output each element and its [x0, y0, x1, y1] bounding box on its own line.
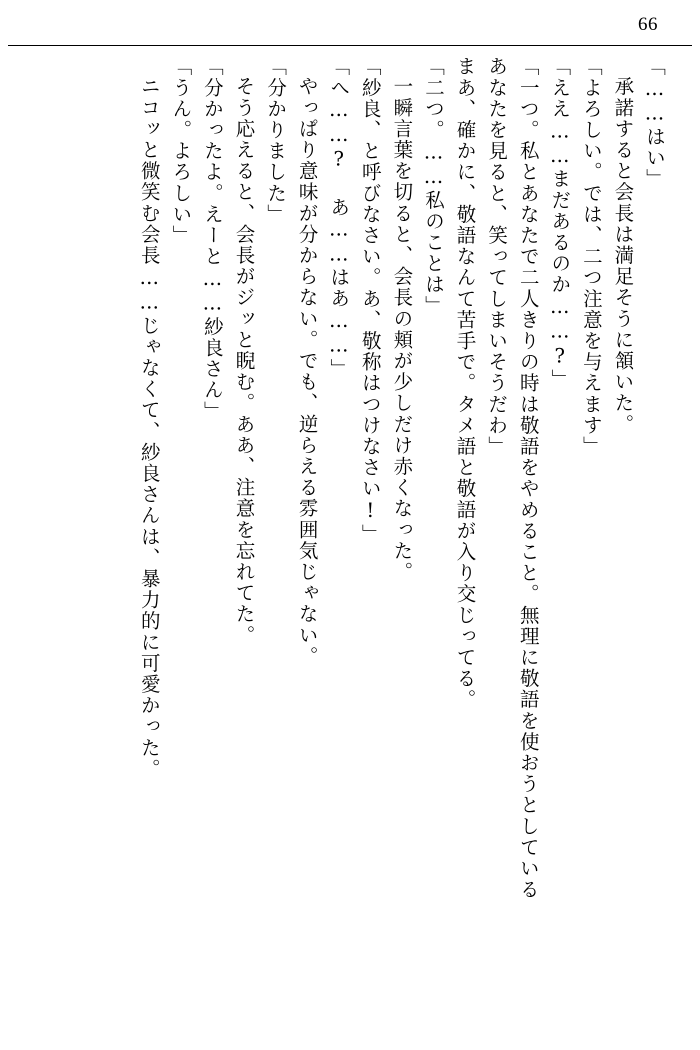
- paragraph: まあ、確かに、敬語なんて苦手で。タメ語と敬語が入り交じってる。: [453, 56, 477, 711]
- paragraph: 「分かったよ。えーと……紗良さん」: [200, 56, 224, 422]
- paragraph: 「紗良、と呼びなさい。あ、敬称はつけなさい!」: [358, 56, 382, 545]
- vertical-text-body: [18, 56, 670, 1036]
- paragraph: 「ええ……まだあるのか……?」: [548, 56, 572, 390]
- paragraph: あなたを見ると、笑ってしまいそうだわ」: [485, 56, 509, 457]
- header-divider: [8, 45, 692, 46]
- paragraph: 「よろしい。では、二つ注意を与えます」: [579, 56, 603, 457]
- paragraph: 「一つ。私とあなたで二人きりの時は敬語をやめること。無理に敬語を使おうとしている: [516, 56, 540, 900]
- paragraph: 一瞬言葉を切ると、会長の頬が少しだけ赤くなった。: [390, 75, 414, 582]
- paragraph: 「二つ。……私のことは」: [421, 56, 445, 317]
- paragraph: そう応えると、会長がジッと睨む。ああ、注意を忘れてた。: [232, 75, 256, 646]
- page-number: 66: [638, 14, 658, 35]
- paragraph: やっぱり意味が分からない。でも、逆らえる雰囲気じゃない。: [295, 75, 319, 667]
- paragraph: 承諾すると会長は満足そうに頷いた。: [611, 75, 635, 435]
- paragraph: 「うん。よろしい」: [169, 56, 193, 246]
- paragraph: 「分かりました」: [264, 56, 288, 225]
- paragraph: 「へ……? あ……はあ……」: [327, 56, 351, 380]
- paragraph: 「……はい」: [643, 56, 666, 190]
- paragraph: ニコッと微笑む会長……じゃなくて、紗良さんは、暴力的に可愛かった。: [137, 75, 161, 779]
